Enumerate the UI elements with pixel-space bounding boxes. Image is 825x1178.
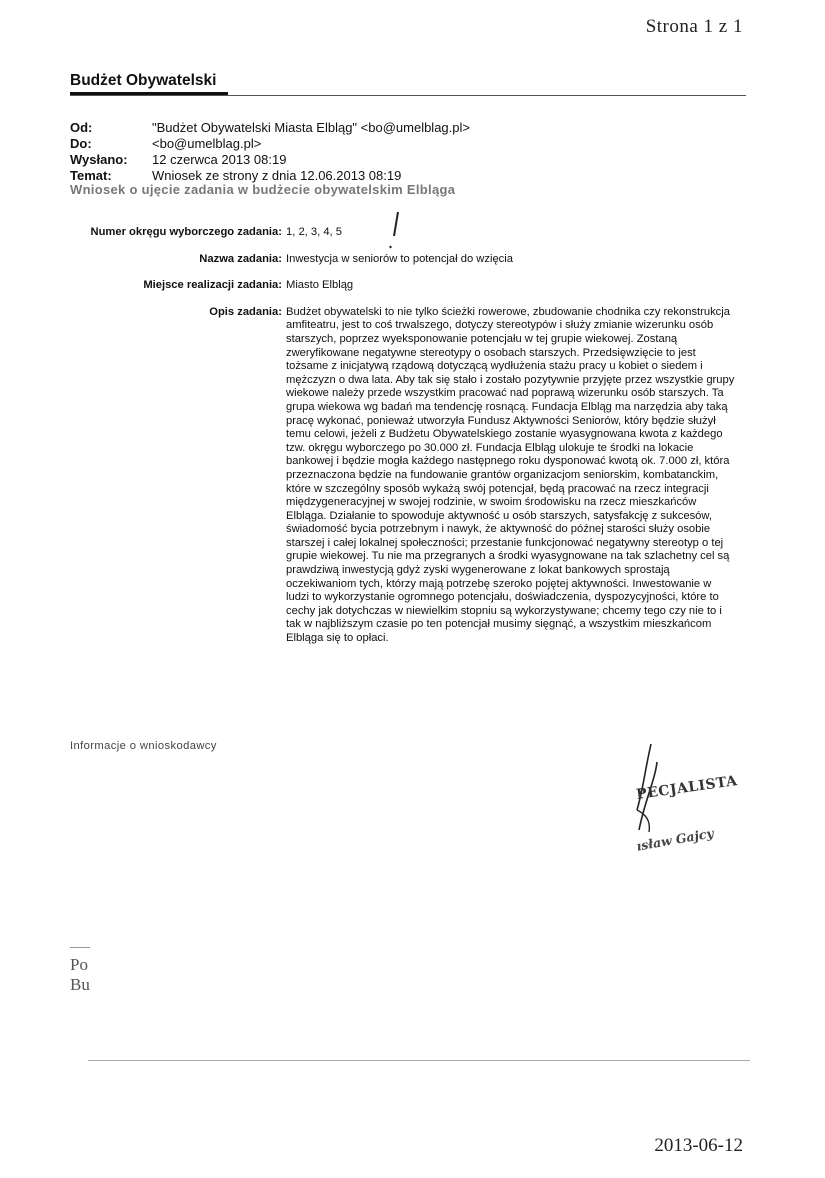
document-title: Budżet Obywatelski [70, 72, 217, 89]
email-header [70, 120, 470, 184]
to-label: Do: [70, 136, 92, 151]
form-subject: Wniosek o ujęcie zadania w budżecie obywatelskim Elbląga [70, 182, 456, 197]
form-fields [70, 226, 750, 659]
task-name-value: Inwestycja w seniorów to potencjał do wzięcia [286, 252, 513, 265]
district-label: Numer okręgu wyborczego zadania: [90, 226, 282, 238]
stamp-title: PECJALISTA [635, 772, 739, 804]
handwritten-mark-icon [380, 208, 410, 252]
description-row [70, 306, 750, 646]
place-label: Miejsce realizacji zadania: [143, 279, 282, 292]
district-value: 1, 2, 3, 4, 5 [286, 226, 342, 238]
place-value: Miasto Elbląg [286, 279, 354, 292]
to-value: <bo@umelblag.pl> [152, 136, 262, 151]
sent-value: 12 czerwca 2013 08:19 [152, 152, 287, 167]
cut-fragment-2: Bu [70, 975, 90, 994]
header-divider [70, 95, 746, 96]
stamp-name: ısław Gajcy [635, 825, 715, 854]
sent-label: Wysłano: [70, 152, 128, 167]
task-name-row [70, 253, 750, 267]
from-label: Od: [70, 120, 93, 135]
fragment-line [70, 947, 90, 948]
district-row [70, 226, 750, 240]
from-row [70, 120, 470, 136]
subject-value: Wniosek ze strony z dnia 12.06.2013 08:19 [152, 168, 402, 183]
footer-date: 2013-06-12 [654, 1135, 743, 1156]
applicant-info-heading: Informacje o wnioskodawcy [70, 740, 217, 752]
description-label: Opis zadania: [209, 305, 282, 318]
page-number: Strona 1 z 1 [645, 16, 743, 37]
from-value: "Budżet Obywatelski Miasta Elbląg" <bo@umelblag.pl> [152, 120, 470, 135]
task-name-label: Nazwa zadania: [199, 252, 282, 265]
to-row [70, 136, 470, 152]
subject-label: Temat: [70, 168, 112, 183]
cut-fragment-1: Po [70, 955, 88, 974]
description-value: Budżet obywatelski to nie tylko ścieżki rowerowe, zbudowanie chodnika czy rekonstrukcja amfiteatru, jest to coś trwalszego, dotyczy stereotypów i służy zmianie wizerunku osób starszych, poprzez wyeksponowanie potencjału w tej grupie wiekowej. Zostaną zweryfikowane negatywne stereotypy o osobach starszych. Przedsięwzięcie to jest tożsame z inicjatywą rządową dotyczącą wydłużenia stażu pracy u kobiet o siedem i mężczyzn o dwa lata. Aby tak się stało i zostało pozytywnie przyjęte przez wszystkie grupy wiekowe należy przede wszystkim pracować nad poprawą wizerunku osób starszych. Ta grupa wiekowa wg badań ma tendencję rosnącą. Fundacja Elbląg ma narzędzia aby taką pracę wykonać, ponieważ utworzyła Fundusz Aktywności Seniorów, który będzie służył temu celowi, jeżeli z Budżetu Obywatelskiego zostanie wyasygnowana kwota z każdego tzw. okręgu wyborczego po 30.000 zł. Fundacja Elbląg ulokuje te środki na lokacie bankowej i będzie mogła każdego następnego roku dysponować kwotą ok. 7.000 zł, która przeznaczona będzie na fundowanie grantów organizacjom seniorskim, kombatanckim, które w szczególny sposób wykażą swój potencjał, będą pracować na rzecz integracji międzygeneracyjnej w swojej rodzinie, w swoim środowisku na rzecz mieszkańców Elbląga. Działanie to spowoduje aktywność u osób starszych, satysfakcję z sukcesów, świadomość bycia potrzebnym i nawyk, że aktywność do późnej starości służy osobie starszej i całej lokalnej społeczności; przestanie funkcjonować negatywny stereotyp o tej grupie wiekowej. Tu nie ma przegranych a środki wyasygnowane na tak szlachetny cel są prawdziwą inwestycją gdyż zyski wygenerowane z lokat bankowych sprostają oczekiwaniom tych, którzy mają potrzebę szeroko pojętej aktywności. Inwestowanie w ludzi to wykorzystanie ogromnego potencjału, doświadczenia, dyspozycyjności, które to cechy jak dotychczas w niewielkim stopniu są wykorzystywane; chcemy tego czy nie to i tak w najbliższym czasie po ten potencjał musimy sięgnąć, a wszystkim mieszkańcom Elbląga się to opłaci. [286, 305, 735, 645]
sent-row [70, 152, 470, 168]
bottom-rule [88, 1060, 750, 1061]
place-row [70, 279, 750, 293]
